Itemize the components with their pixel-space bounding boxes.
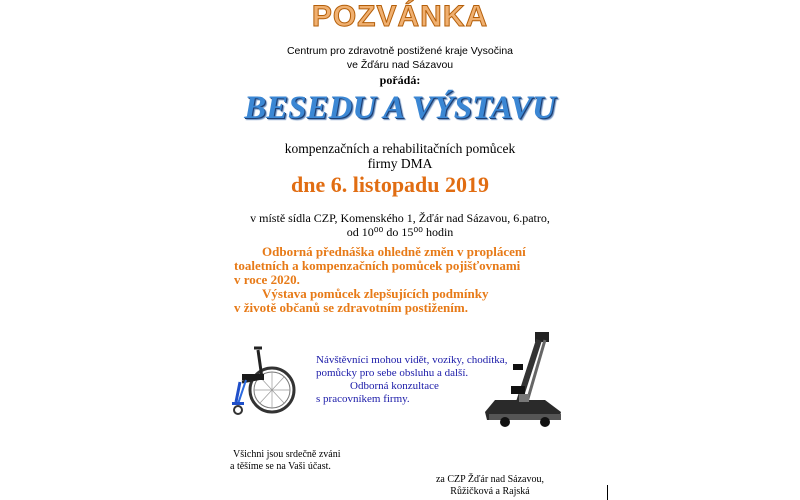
invitation-title: POZVÁNKA: [311, 0, 489, 33]
subtitle-line: kompenzačních a rehabilitačních pomůcek: [284, 141, 516, 156]
closing-text: [230, 449, 370, 473]
closing-line: Všichni jsou srdečně zváni: [233, 449, 341, 460]
lecture-line: Odborná přednáška ohledně změn v proplácení: [262, 244, 526, 259]
closing-line: a těšíme se na Vaši účast.: [230, 461, 331, 472]
lecture-line: toaletních a kompenzačních pomůcek pojišťovnami: [234, 258, 521, 273]
visitors-line: Návštěvníci mohou vidět, vozíky, chodítka,: [316, 354, 508, 366]
event-place: [200, 211, 600, 239]
organizer-city: ve Žďáru nad Sázavou: [346, 59, 454, 71]
place-address: v místě sídla CZP, Komenského 1, Žďár nad Sázavou, 6.patro,: [250, 211, 550, 225]
exhibit-line: Výstava pomůcek zlepšujících podmínky: [262, 286, 489, 301]
event-subtitle: [0, 141, 800, 171]
exhibit-line: v životě občanů se zdravotním postižením.: [234, 300, 468, 315]
consultation-line: s pracovníkem firmy.: [316, 393, 410, 405]
wheelchair-image: [228, 344, 298, 416]
place-hours: od 10⁰⁰ do 15⁰⁰ hodin: [346, 225, 454, 239]
visitors-info: [316, 354, 516, 406]
subtitle-company: firmy DMA: [367, 156, 433, 171]
program-block: [234, 245, 594, 315]
visitors-line: pomůcky pro sebe obsluhu a další.: [316, 367, 469, 379]
organizer-name: Centrum pro zdravotně postižené kraje Vysočina: [286, 45, 514, 57]
event-headline: BESEDU A VÝSTAVU: [244, 90, 556, 126]
lecture-line: v roce 2020.: [234, 272, 300, 287]
organizer-block: [230, 44, 570, 72]
event-date: dne 6. listopadu 2019: [290, 172, 490, 197]
signature-org: za CZP Žďár nad Sázavou,: [435, 474, 544, 485]
page-edge-line: [607, 485, 608, 500]
organizes-label: pořádá:: [379, 73, 421, 87]
consultation-line: Odborná konzultace: [350, 380, 439, 392]
signature-block: [430, 474, 550, 498]
signature-names: Růžičková a Rajská: [450, 486, 530, 497]
